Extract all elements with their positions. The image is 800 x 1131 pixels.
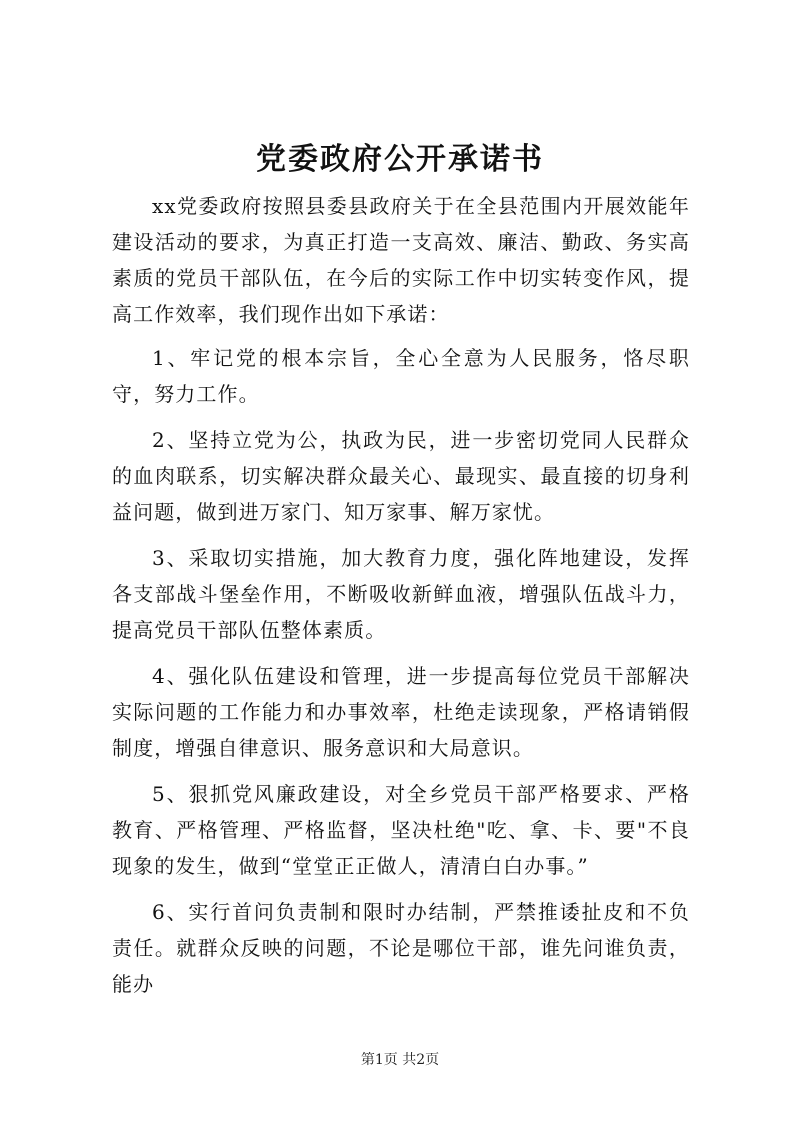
document-title: 党委政府公开承诺书	[256, 142, 544, 177]
page-footer: 第1页 共2页	[360, 1052, 440, 1068]
paragraph-item-3: 3、采取切实措施，加大教育力度，强化阵地建设，发挥各支部战斗堡垒作用，不断吸收新鲜血液，增强队伍战斗力，提高党员干部队伍整体素质。	[112, 546, 690, 642]
paragraph-item-6: 6、实行首问负责制和限时办结制，严禁推诿扯皮和不负责任。就群众反映的问题，不论是哪位干部，谁先问谁负责，能办	[112, 900, 690, 996]
paragraph-item-4: 4、强化队伍建设和管理，进一步提高每位党员干部解决实际问题的工作能力和办事效率，杜绝走读现象，严格请销假制度，增强自律意识、服务意识和大局意识。	[112, 664, 690, 760]
paragraph-intro: xx党委政府按照县委县政府关于在全县范围内开展效能年建设活动的要求，为真正打造一支高效、廉洁、勤政、务实高素质的党员干部队伍，在今后的实际工作中切实转变作风，提高工作效率，我们现作出如下承诺：	[112, 194, 690, 326]
paragraph-item-5: 5、狠抓党风廉政建设，对全乡党员干部严格要求、严格教育、严格管理、严格监督，坚决杜绝"吃、拿、卡、要"不良现象的发生，做到“堂堂正正做人，清清白白办事。”	[112, 782, 690, 878]
paragraph-item-2: 2、坚持立党为公，执政为民，进一步密切党同人民群众的血肉联系，切实解决群众最关心、最现实、最直接的切身利益问题，做到进万家门、知万家事、解万家忧。	[112, 428, 690, 524]
document-body	[112, 188, 690, 1012]
paragraph-item-1: 1、牢记党的根本宗旨，全心全意为人民服务，恪尽职守，努力工作。	[112, 346, 690, 406]
